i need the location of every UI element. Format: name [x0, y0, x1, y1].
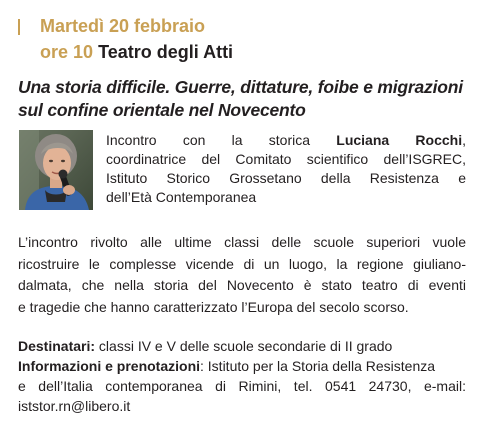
- event-time: ore 10: [40, 42, 94, 62]
- accent-bar: [18, 19, 20, 35]
- speaker-line: dell’Età Contemporanea: [106, 189, 257, 205]
- description-line: ricostruire le complesse vicende di un luogo, la regione giuliano-: [18, 255, 466, 272]
- speaker-photo: [19, 130, 93, 210]
- event-info: [18, 336, 466, 416]
- description-line: e tragedie che hanno caratterizzato l’Europa del secolo scorso.: [18, 298, 409, 315]
- speaker-line: Istituto Storico Grossetano della Resistenza e: [106, 170, 466, 186]
- recipients-line: [18, 336, 466, 356]
- speaker-line: Incontro con la storica Luciana Rocchi,: [106, 132, 466, 148]
- speaker-name: Luciana Rocchi: [336, 132, 463, 148]
- event-venue: Teatro degli Atti: [98, 42, 234, 62]
- description-line: dalmata, che nella storia del Novecento è stato teatro di eventi: [18, 277, 466, 293]
- event-date: Martedì 20 febbraio: [40, 16, 206, 36]
- event-title-line: Una storia difficile. Guerre, dittature, foibe e migrazioni: [18, 77, 463, 97]
- event-title: [18, 76, 468, 122]
- event-title-line: sul confine orientale nel Novecento: [18, 100, 306, 120]
- recipients-label: Destinatari:: [18, 338, 96, 354]
- contact-line: Informazioni e prenotazioni: Istituto per la Storia della Resistenza: [18, 358, 436, 374]
- speaker-line: coordinatrice del Comitato scientifico dell’ISGREC,: [106, 151, 466, 167]
- speaker-portrait-image: [19, 130, 93, 210]
- contact-email: iststor.rn@libero.it: [18, 398, 131, 414]
- contact-label: Informazioni e prenotazioni: [18, 358, 201, 374]
- contact-line: e dell’Italia contemporanea di Rimini, tel. 0541 24730, e-mail:: [18, 378, 466, 394]
- event-time-venue: [40, 42, 233, 63]
- description-line: L’incontro rivolto alle ultime classi delle scuole superiori vuole: [18, 234, 466, 250]
- event-description: [18, 232, 466, 318]
- recipients-text: classi IV e V delle scuole secondarie di II grado: [95, 338, 393, 354]
- speaker-info: [106, 131, 466, 207]
